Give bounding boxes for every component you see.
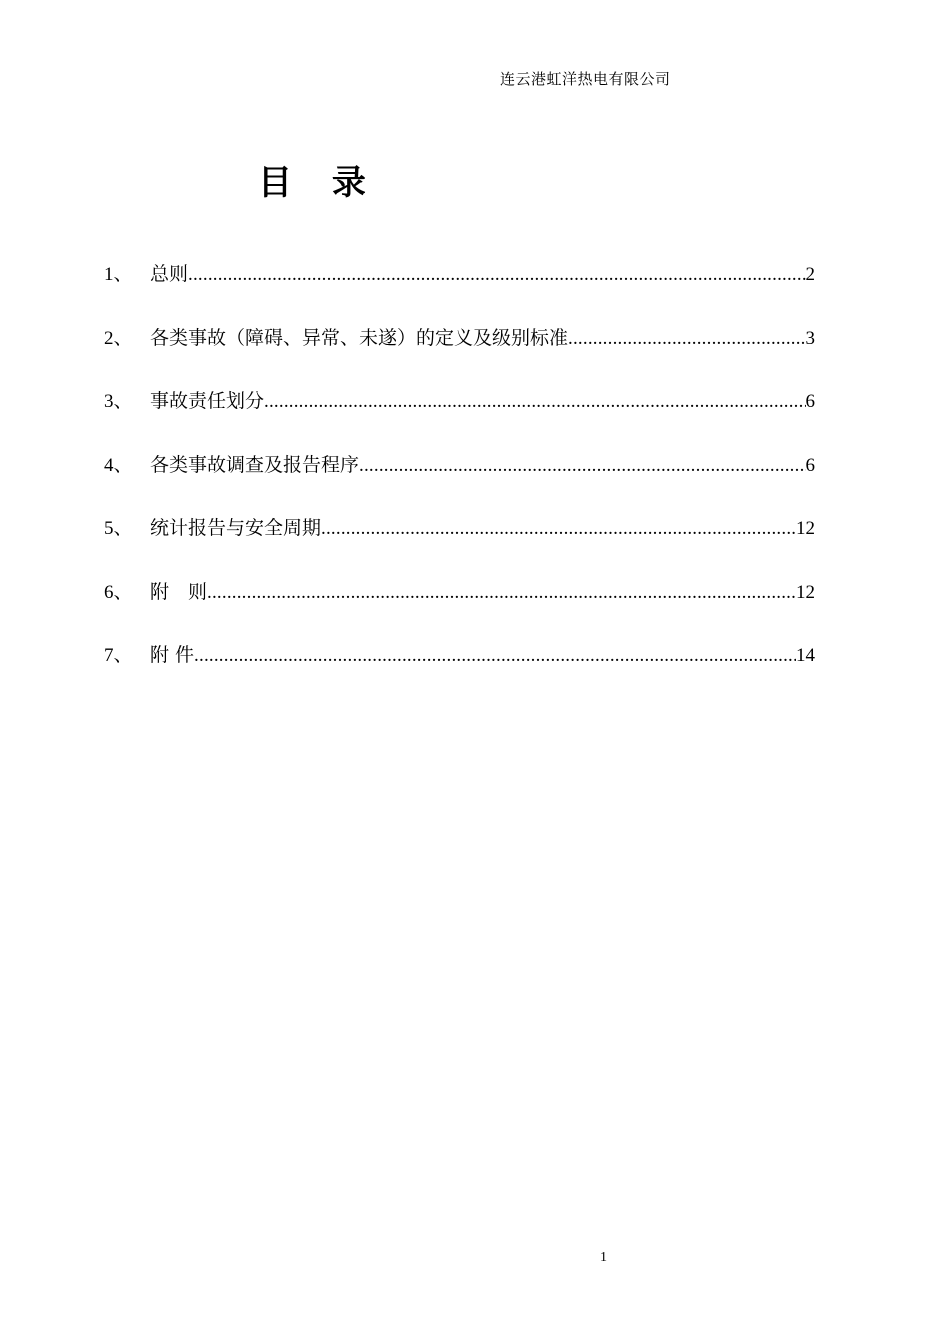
footer-page-number: 1 <box>600 1250 607 1265</box>
toc-entry-title: 各类事故调查及报告程序 <box>150 453 360 476</box>
toc-entry-page: 14 <box>796 645 815 666</box>
toc-title: 目 录 <box>258 163 380 203</box>
toc-leader-dots <box>568 323 805 355</box>
toc-entry-number: 2、 <box>104 327 133 349</box>
toc-entry[interactable] <box>104 322 815 386</box>
toc-entry-title: 附 则 <box>150 580 208 603</box>
toc-leader-dots <box>188 259 805 291</box>
toc-entry[interactable] <box>104 449 815 513</box>
toc-entry-title: 各类事故（障碍、异常、未遂）的定义及级别标准 <box>150 326 569 349</box>
toc-leader-dots <box>194 640 796 672</box>
toc-entry-page: 3 <box>805 327 815 349</box>
toc-entry-page: 12 <box>796 518 815 539</box>
toc-entry[interactable] <box>104 576 815 640</box>
toc-entry-number: 1、 <box>104 264 133 285</box>
toc-entry-page: 6 <box>805 454 815 476</box>
toc-entry[interactable] <box>104 258 815 322</box>
toc-entry-title: 事故责任划分 <box>150 390 265 412</box>
toc-entry-number: 6、 <box>104 581 133 603</box>
toc-leader-dots <box>207 577 796 609</box>
toc-leader-dots <box>264 386 805 418</box>
toc-entry-number: 7、 <box>104 645 133 666</box>
toc-entry-page: 12 <box>796 581 815 603</box>
toc-leader-dots <box>321 513 796 545</box>
toc-entry-page: 6 <box>805 391 815 412</box>
toc-entry[interactable] <box>104 639 815 703</box>
header-company-name: 连云港虹洋热电有限公司 <box>500 70 671 88</box>
table-of-contents <box>104 258 815 703</box>
toc-leader-dots <box>359 450 805 482</box>
toc-entry-title: 附 件 <box>150 644 195 666</box>
toc-entry-number: 5、 <box>104 518 133 539</box>
toc-entry-title: 总则 <box>150 263 189 285</box>
toc-entry-title: 统计报告与安全周期 <box>150 517 322 539</box>
toc-entry-number: 4、 <box>104 454 133 476</box>
toc-entry-number: 3、 <box>104 391 133 412</box>
toc-entry[interactable] <box>104 385 815 449</box>
toc-entry-page: 2 <box>805 264 815 285</box>
toc-entry[interactable] <box>104 512 815 576</box>
